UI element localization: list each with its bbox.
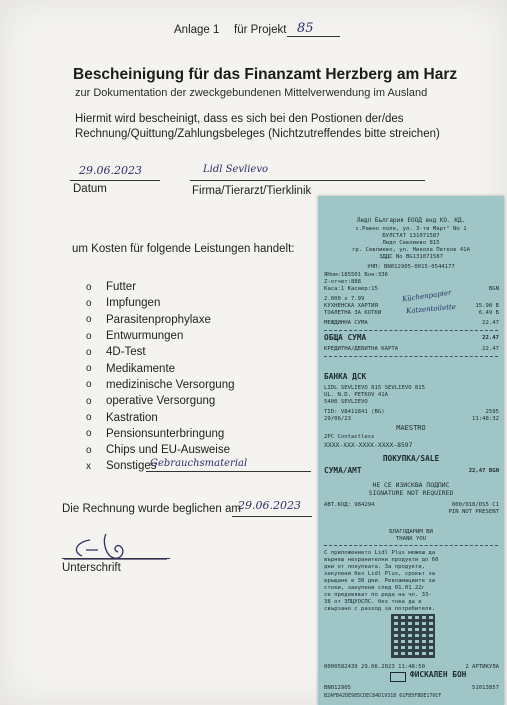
service-label: operative Versorgung: [106, 395, 216, 408]
receipt-bulstat: БУЛСТАТ 131071587: [382, 233, 440, 239]
document-title: Bescheinigung für das Finanzamt Herzberg am Harz: [73, 66, 458, 83]
receipt-bon: ЯНом:185501 Бон:336: [324, 272, 388, 278]
service-item: [86, 393, 235, 409]
receipt-info: върнеш нехранителни продукти до 60: [324, 557, 439, 563]
receipt-info: свързано с разход за потребителя.: [324, 606, 436, 612]
receipt-card: 22.47: [482, 346, 499, 352]
service-item: [86, 295, 235, 311]
firm-value: Lidl Sevlievo: [203, 164, 269, 175]
projekt-line: [287, 36, 340, 37]
service-label: Parasitenprophylaxe: [106, 313, 211, 326]
receipt-nosig: НЕ СЕ ИЗИСКВА ПОДПИС: [372, 481, 450, 489]
receipt: [318, 196, 504, 705]
service-label: 4D-Test: [106, 346, 146, 359]
service-item: [86, 328, 235, 344]
service-label: Medikamente: [106, 362, 176, 375]
receipt-merchant: UL. N.D. PETKOV 41A: [324, 392, 388, 398]
receipt-company: Лидл България ЕООД енд КО. КД.: [356, 217, 466, 224]
service-label: Futter: [106, 281, 137, 294]
bullet-marker: o: [86, 314, 92, 326]
date-label: Datum: [73, 183, 107, 195]
service-label: Impfungen: [106, 297, 161, 310]
fiscal-logo-icon: [390, 672, 406, 682]
service-label: Sonstiges: [106, 460, 157, 473]
receipt-thanks: БЛАГОДАРИМ ВИ: [389, 529, 433, 535]
service-item: [86, 442, 235, 458]
signature-label: Unterschrift: [62, 562, 121, 574]
sonstiges-line: [146, 471, 311, 472]
receipt-merchant: LIDL SEVLIEVO 815 SEVLIEVO 815: [324, 385, 426, 391]
receipt-item-price: 15.98 Б: [475, 303, 499, 309]
receipt-date: 29/06/23: [324, 416, 351, 422]
receipt-info: стоки, закупени след 01.01.22г: [324, 585, 426, 591]
statement-line-1: Hiermit wird bescheinigt, dass es sich bei den Postionen der/des: [75, 113, 404, 125]
bullet-marker: o: [86, 281, 92, 293]
paid-value: 29.06.2023: [238, 499, 301, 512]
bullet-marker: o: [86, 346, 92, 358]
receipt-address: с.Равно поле, ул. 3-ти Март" No 1: [355, 226, 467, 232]
receipt-handnote: Katzentoilette: [405, 302, 457, 316]
receipt-tid: TID: V8411841 (BG): [324, 409, 385, 415]
service-label: Entwurmungen: [106, 330, 184, 343]
receipt-vat: ЗДДС No BG131071587: [379, 254, 443, 260]
receipt-subtotal: 22.47: [482, 320, 499, 326]
statement-line-2: Rechnung/Quittung/Zahlungsbeleges (Nichtzutreffendes bitte streichen): [75, 128, 440, 140]
receipt-divider: [324, 356, 498, 357]
bullet-marker: o: [86, 330, 92, 342]
receipt-subtotal-label: МЕЖДИННА СУМА: [324, 320, 368, 326]
receipt-tid-right: 2595: [485, 409, 499, 415]
receipt-sale: ПОКУПКА/SALE: [382, 454, 440, 463]
handwritten-signature: [62, 528, 172, 562]
receipt-nosig: SIGNATURE NOT REQUIRED: [368, 489, 454, 497]
qr-code-icon: [391, 614, 435, 658]
receipt-card-label: КРЕДИТНА/ДЕБИТНА КАРТА: [324, 346, 399, 352]
receipt-hash: B2AFB42DE985CDEC84D19318 61FB5FBDE170CF: [324, 693, 442, 699]
bullet-marker: o: [86, 363, 92, 375]
receipt-auth: АВТ.КОД: 984294: [324, 502, 375, 508]
receipt-divider: [324, 330, 498, 331]
service-item: [86, 409, 235, 425]
anlage-label: Anlage 1: [174, 24, 220, 36]
receipt-z: Z-отчет:888: [324, 279, 362, 285]
paid-line: [232, 516, 312, 517]
service-label: Pensionsunterbringung: [106, 427, 225, 440]
receipt-info: закупени без Lidl Plus, срокът за: [324, 571, 436, 577]
receipt-divider: [324, 545, 498, 546]
projekt-label: für Projekt: [234, 24, 287, 36]
receipt-cashier: Каса:1 Касиер:15: [324, 286, 378, 292]
receipt-item: ТОАЛЕТНА ЗА КОТКИ: [324, 310, 382, 316]
services-list: [86, 279, 235, 475]
bullet-marker: o: [86, 428, 92, 440]
service-label: medizinische Versorgung: [106, 378, 235, 391]
receipt-item: КУХНЕНСКА ХАРТИЯ: [324, 303, 378, 309]
receipt-time: 11:48:32: [472, 416, 499, 422]
receipt-merchant: 5400 SEVLIEVO: [324, 399, 368, 405]
receipt-info: 38 от ЗПЦУОСПС. без това да е: [324, 599, 422, 605]
receipt-fiscal: ФИСКАЛЕН БОН: [410, 670, 467, 679]
receipt-amount: 22,47 BGN: [468, 468, 499, 474]
projekt-number: 85: [297, 21, 314, 36]
receipt-auth-right: 000/018/DS5 C1: [451, 502, 499, 508]
service-item: [86, 426, 235, 442]
receipt-currency: BGN: [488, 286, 499, 292]
receipt-bottom-right: 51013857: [472, 685, 499, 691]
sonstiges-value: Gebrauchsmaterial: [150, 458, 248, 469]
firm-line: [190, 180, 425, 181]
receipt-footer-count: 2 АРТИКУЛА: [465, 664, 499, 670]
receipt-contactless: 2PC Contactless: [324, 434, 375, 440]
date-line: [70, 180, 160, 181]
checked-marker: x: [86, 460, 91, 472]
service-item: [86, 344, 235, 360]
service-item: [86, 312, 235, 328]
receipt-store-address: гр. Севлиево, ул. Никола Петков 41А: [352, 247, 470, 253]
service-item: [86, 279, 235, 295]
paid-label: Die Rechnung wurde beglichen am: [62, 503, 241, 515]
receipt-unp: УНП: BN012905-0015-0544177: [367, 264, 455, 270]
bullet-marker: o: [86, 412, 92, 424]
receipt-total-label: ОБЩА СУМА: [324, 333, 367, 342]
receipt-info: се предявяват по реда на чл. 33-: [324, 592, 432, 598]
receipt-amount-label: СУМА/AMT: [324, 466, 362, 475]
service-item: [86, 360, 235, 376]
bullet-marker: o: [86, 395, 92, 407]
date-value: 29.06.2023: [79, 164, 142, 177]
service-item: [86, 377, 235, 393]
receipt-bank: БАНКА ДСК: [324, 372, 367, 381]
bullet-marker: o: [86, 379, 92, 391]
receipt-thanks: THANK YOU: [395, 536, 427, 542]
bullet-marker: o: [86, 297, 92, 309]
receipt-qty: 2.000 x 7.99: [324, 296, 365, 302]
receipt-bottom-left: BN012905: [324, 685, 351, 691]
service-label: Chips und EU-Ausweise: [106, 444, 231, 457]
receipt-info: връщане е 30 дни. Рекламациите за: [324, 578, 436, 584]
receipt-store: Лидл Севлиево 815: [382, 240, 440, 246]
receipt-pin: PIN NOT PRESENT: [448, 509, 499, 515]
receipt-info: С приложението Lidl Plus можеш да: [324, 550, 436, 556]
document-subtitle: zur Dokumentation der zweckgebundenen Mittelverwendung im Ausland: [75, 87, 428, 99]
receipt-handnote: Küchenpapier: [401, 288, 452, 304]
bullet-marker: o: [86, 444, 92, 456]
receipt-maestro: MAESTRO: [396, 424, 426, 432]
costs-intro: um Kosten für folgende Leistungen handelt:: [72, 243, 295, 255]
receipt-item-price: 6.49 Б: [478, 310, 499, 316]
receipt-pan: XXXX-XXX-XXXX-XXXX-8597: [324, 441, 413, 449]
service-label: Kastration: [106, 411, 158, 424]
firm-label: Firma/Tierarzt/Tierklinik: [192, 185, 312, 197]
signature-line: [62, 558, 170, 559]
receipt-total: 22.47: [482, 335, 499, 341]
receipt-info: дни от покупката. За продукти,: [324, 564, 426, 570]
receipt-footer-id: 0000582439 29.06.2023 11:48:50: [324, 664, 426, 670]
